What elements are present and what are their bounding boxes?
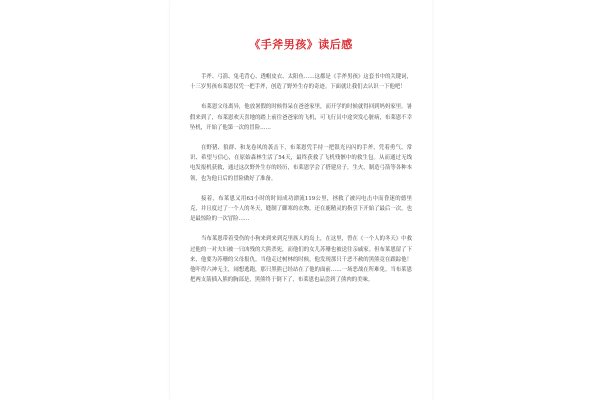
document-page: [170, 0, 432, 400]
paragraph-2: 布莱恩父母离异，他放暑假的时候得呆在爸爸家里，而开学的时候就得回到妈妈家里。暑假来到了，布莱恩欢天喜地的踏上前往爸爸家的飞机，可飞行员中途突发心脏病，布莱恩不幸坠机，开始了他第一次的冒险……: [190, 104, 412, 131]
paragraph-5: 当布莱恩带着受伤的小狗来到来到克里族人的岛上，在这里，曾在《一个人的冬天》中救过他的一对夫妇被一只凶残的大熊杀死，而他们的女儿苏珊也被送往亲戚家。但布莱恩留了下来，他要为苏珊的父母报仇。当他走过树林的时候，他发现那只千恶不赦的黑熊竟在跟踪他！他吓得六神无主，闹想逃跑，那只黑熊已经站在了他的面前……一场恶战在所难免。当布莱恩把两支箭插入熊的胸部是，黑熊终于倒下了，布莱恩也品尝到了熊肉的美味。: [190, 236, 412, 284]
paragraph-4: 接着，布莱恩又用63小时的时间成功漂流119公里，拯救了被闪电击中而昏迷的德里克，并且度过了一个人的冬天，缝制了御寒的衣物，还在鹿精灵的指引下开始了最后一次，也是最惊险的一次冒险……: [190, 195, 412, 223]
document-body: [190, 72, 412, 295]
paragraph-3: 在野猪、狼群、和龙卷风的袭击下，布莱恩凭手持一把银光闪闪的手斧，凭着勇气、常识、希望与信心，在原始森林生活了54天，最终获救了飞机残骸中的救生包。从而通过无线电发报机获救，通过这次野外生存的经历，布莱恩学会了搭建房子，生火，制造弓箭等各种本领，也为他日后的冒险做好了准备。: [190, 145, 412, 182]
document-title: 《手斧男孩》读后感: [249, 38, 353, 51]
paragraph-1: 手斧、弓箭、兔毛背心、透帽皮衣、太阳鱼……这都是《手斧男孩》这套书中的关键词，十三岁男孩布莱恩仅凭一把手斧，创造了野外生存的奇迹。下面就让我们去认识一下他吧！: [190, 74, 412, 91]
